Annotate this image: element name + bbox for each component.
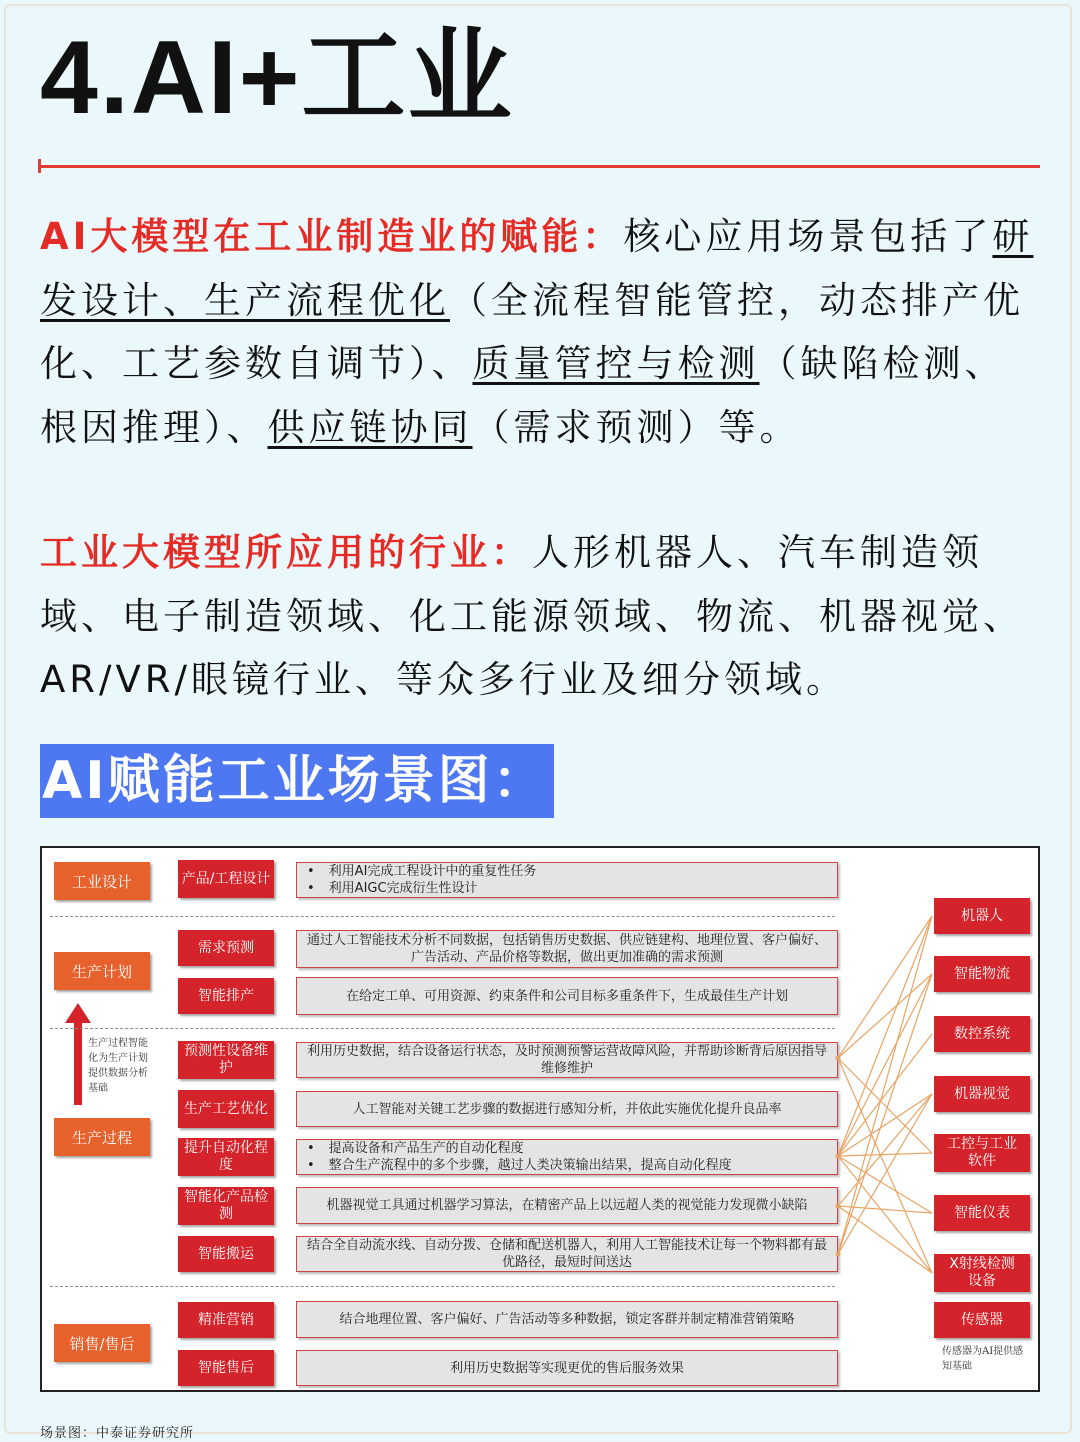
industry-box: 传感器 (934, 1302, 1030, 1338)
scenario-diagram (40, 846, 1040, 1392)
stage-box: 生产计划 (54, 952, 150, 990)
paragraph-text: 核心应用场景包括了 (623, 215, 993, 258)
section-title-badge: AI赋能工业场景图： (40, 744, 554, 818)
scenario-description: 利用历史数据，结合设备运行状态，及时预测预警运营故障风险，并帮助诊断背后原因指导维修维护 (296, 1042, 838, 1078)
underlined-keyword: 供应链协同 (267, 405, 473, 449)
sensor-note: 传感器为AI提供感知基础 (942, 1346, 1024, 1372)
scenario-label: 智能化产品检测 (178, 1187, 274, 1225)
industry-box: 工控与工业软件 (934, 1134, 1030, 1172)
scenario-description: 人工智能对关键工艺步骤的数据进行感知分析，并依此实施优化提升良品率 (296, 1091, 838, 1127)
scenario-label: 生产工艺优化 (178, 1090, 274, 1128)
industry-box: 机器视觉 (934, 1076, 1030, 1112)
scenario-label: 需求预测 (178, 930, 274, 966)
paragraph-lead: AI大模型在工业制造业的赋能： (40, 215, 624, 258)
scenario-label: 智能搬运 (178, 1236, 274, 1272)
source-caption: 场景图：中泰证券研究所 (40, 1426, 195, 1441)
industry-box: 数控系统 (934, 1016, 1030, 1052)
scenario-label: 产品/工程设计 (178, 860, 274, 898)
scenario-description: 结合全自动流水线、自动分拨、仓储和配送机器人，利用人工智能技术让每一个物料都有最优路径，最短时间送达 (296, 1236, 838, 1272)
paragraph-text: （全流程智能管控，动态排产优化、工艺参数自调节）、 (40, 278, 1024, 385)
scenario-label: 预测性设备维护 (178, 1041, 274, 1079)
industry-box: 智能物流 (934, 956, 1030, 992)
scenario-description: 在给定工单、可用资源、约束条件和公司目标多重条件下，生成最佳生产计划 (296, 977, 838, 1015)
industry-box: X射线检测设备 (934, 1254, 1030, 1292)
scenario-description: 通过人工智能技术分析不同数据，包括销售历史数据、供应链建构、地理位置、客户偏好、广告活动、产品价格等数据，做出更加准确的需求预测 (296, 930, 838, 968)
stage-box: 工业设计 (54, 862, 150, 900)
scenario-label: 精准营销 (178, 1302, 274, 1338)
description-bullet: • 利用AI完成工程设计中的重复性任务 (307, 863, 536, 880)
industry-box: 机器人 (934, 898, 1030, 934)
paragraph-industries (40, 521, 1040, 712)
scenario-description: 利用历史数据等实现更优的售后服务效果 (296, 1350, 838, 1386)
description-bullet: • 整合生产流程中的多个步骤，越过人类决策输出结果，提高自动化程度 (307, 1157, 732, 1174)
underlined-keyword: 质量管控与检测 (472, 342, 760, 385)
scenario-label: 智能排产 (178, 978, 274, 1014)
stage-box: 生产过程 (54, 1118, 150, 1156)
stage-box: 销售/售后 (54, 1324, 150, 1362)
industry-box: 智能仪表 (934, 1195, 1030, 1231)
underlined-keyword: 研发设计、生产流程优化 (40, 215, 1034, 322)
paragraph-text: （需求预测）等。 (472, 405, 801, 449)
scenario-description: 机器视觉工具通过机器学习算法，在精密产品上以远超人类的视觉能力发现微小缺陷 (296, 1187, 838, 1224)
paragraph-ai-empowerment (40, 205, 1040, 459)
paragraph-text: 人形机器人、汽车制造领域、电子制造领域、化工能源领域、物流、机器视觉、AR/VR/眼镜行业、等众多行业及细分领域。 (40, 531, 1024, 701)
arrow-note: 生产过程智能化为生产计划提供数据分析基础 (88, 1038, 148, 1094)
connector-lines (42, 848, 1038, 1390)
page-title: 4.AI+工业 (40, 20, 514, 136)
description-bullet: • 利用AIGC完成衍生性设计 (307, 880, 536, 897)
scenario-label: 智能售后 (178, 1350, 274, 1386)
title-divider (40, 165, 1040, 168)
paragraph-text: （缺陷检测、根因推理）、 (40, 342, 1006, 449)
scenario-description: 结合地理位置、客户偏好、广告活动等多种数据，锁定客群并制定精准营销策略 (296, 1301, 838, 1338)
scenario-label: 提升自动化程度 (178, 1138, 274, 1176)
description-bullet: • 提高设备和产品生产的自动化程度 (307, 1140, 732, 1157)
paragraph-lead: 工业大模型所应用的行业： (40, 531, 532, 574)
